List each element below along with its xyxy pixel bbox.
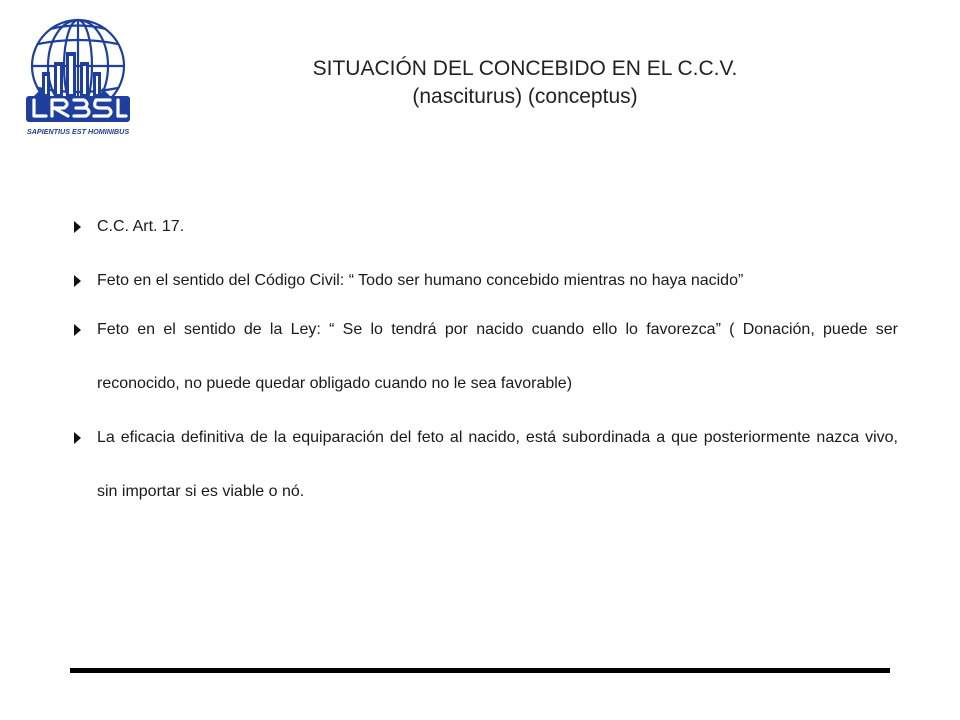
globe-buildings-logo-icon [22,16,134,138]
bottom-divider [70,668,890,673]
title-line-2: (nasciturus) (conceptus) [412,85,638,108]
bullet-text: Feto en el sentido de la Ley: “ Se lo tendrá por nacido cuando ello lo favorezca” ( Donación, puede ser reconocido, no puede quedar obligado cuando no le sea favorable) [97,321,898,392]
institution-logo [22,16,134,138]
triangle-bullet-icon [74,432,81,444]
bullet-item [72,210,898,244]
bullet-list [72,210,898,519]
title-line-1: SITUACIÓN DEL CONCEBIDO EN EL C.C.V. [312,57,738,80]
bullet-text: Feto en el sentido del Código Civil: “ Todo ser humano concebido mientras no haya nacido” [97,272,744,289]
bullet-text: C.C. Art. 17. [97,218,185,235]
logo-motto: SAPIENTIUS EST HOMINIBUS [26,127,130,136]
bullet-item [72,303,898,411]
bullet-text: La eficacia definitiva de la equiparación del feto al nacido, está subordinada a que posteriormente nazca vivo, sin importar si es viable o nó. [97,429,898,500]
bullet-item [72,411,898,519]
bullet-item [72,264,898,298]
slide-title [210,55,840,111]
triangle-bullet-icon [74,324,81,336]
triangle-bullet-icon [74,275,81,287]
triangle-bullet-icon [74,221,81,233]
